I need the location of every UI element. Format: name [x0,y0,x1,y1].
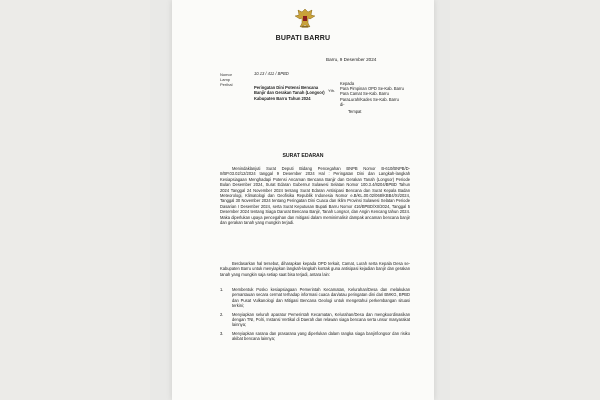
list-item [220,312,410,328]
list-number: 3. [220,330,224,336]
action-list [220,287,410,345]
list-number: 2. [220,311,224,317]
recipient-line: di- [340,101,345,107]
document-title: SURAT EDARAN [282,153,324,159]
recipient-place: Tempat [348,109,362,115]
garuda-emblem-icon [293,6,317,30]
background-left [0,0,150,400]
list-text: Membentuk Posko kesiapsiagaan Pemerintah Kecamatan, Kelurahan/Desa dan melakukan pemantauan secara cermat terhadap informasi cuaca dan/atau peringatan dini dari BMKG, BPBD dan Pusat Vulkanologi dan Mitigasi Bencana Geologi untuk mengetahui perkembangan situasi terkini; [232,287,410,309]
body-paragraph: Menindaklanjuti Surat Deputi Bidang Pencegahan BNPB Nomor B-610/BNPB/D-II/BP.03.02/12/2024 tanggal 9 Desember 2024 Hal : Peringatan Dini dan Langkah-langkah Kesiapsiagaan Menghadapi Potensi Ancaman Bencana Banjir dan Gerakan Tanah (Longsor) Periode Bulan Desember 2024, Surat Edaran Gubernur Sulawesi Selatan Nomor 100.3.4/8204/BPBD Tahun 2024 Tanggal 24 November 2024 tentang Surat Edaran Antisipasi Bencana dan Surat Kepala Badan Meteorologi, Klimatologi dan Geofisika Republik Indonesia Nomor e.B/KL.00.02/068/KBB4/XI/2024, Tanggal 30 November 2024 tentang Peringatan Dini Cuaca dan Iklim Provinsi Sulawesi Selatan Periode Dasarian I Desember 2024, serta Surat Keputusan Bupati Barru Nomor 416/BPBD/XII/2024, Tanggal 5 Desember 2024 tentang Siaga Darurat Bencana Banjir, Tanah Longsor, dan Angin Kencang tahun 2024. Maka diperlukan upaya pencegahan dan mitigasi dalam meminimalisir dampak ancaman bencana banjir dan gerakan tanah yang mungkin terjadi. [220,166,410,226]
list-item [220,287,410,309]
recipient-block [340,81,410,114]
meta-labels [220,72,232,87]
list-item [220,331,410,342]
recipient-heading: Kepada [340,81,355,86]
background-right [450,0,600,400]
letter-page [172,0,434,400]
recipient-line: ParaLurah/Kades Se-Kab. Barru [340,96,399,102]
recipient-line: Para Pimpinan OPD Se-Kab. Barru [340,86,404,92]
body-paragraph: Berdasarkan hal tersebut, diharapkan kepada OPD terkait, Camat, Lurah serta Kepala Desa se-Kabupaten Barru untuk menyiapkan langkah-langkah kontak guna antisipasi kejadian banjir dan gerakan tanah yang mungkin saja setiap saat bisa terjadi, antara lain: [220,261,410,277]
meta-label-perihal: Perihal [220,82,233,87]
office-name: BUPATI BARRU [275,35,331,42]
list-number: 1. [220,287,224,292]
list-text: Menyiapkan seluruh aparatur Pemerintah Kecamatan, Kelurahan/Desa dan mengkoordinasikan dengan TNI, Polri, Instansi Vertikal di Daerah dan relawan siaga bencana serta unsur masyarakat lainnya; [232,311,410,328]
meta-values [254,71,326,101]
recipient-salutation: Yth. [328,88,336,93]
meta-label-lamp: Lamp [220,77,231,82]
meta-label-nomor: Nomor [220,72,233,77]
list-text: Menyiapkan sarana dan prasarana yang diperlukan dalam rangka siaga banjir/longsor dan risiko akibat bencana lainnya; [232,330,410,342]
letter-number: 10.13 / 411 / BPBD [254,71,289,76]
recipient-line: Para Camat Se-Kab. Barru [340,91,389,97]
letter-subject: Peringatan Dini Potensi Bencana Banjir dan Gerakan Tanah (Longsor) Kabupaten Barru Tahun 2024 [254,85,325,101]
letter-date: Barru, 9 Desember 2024 [326,57,377,62]
